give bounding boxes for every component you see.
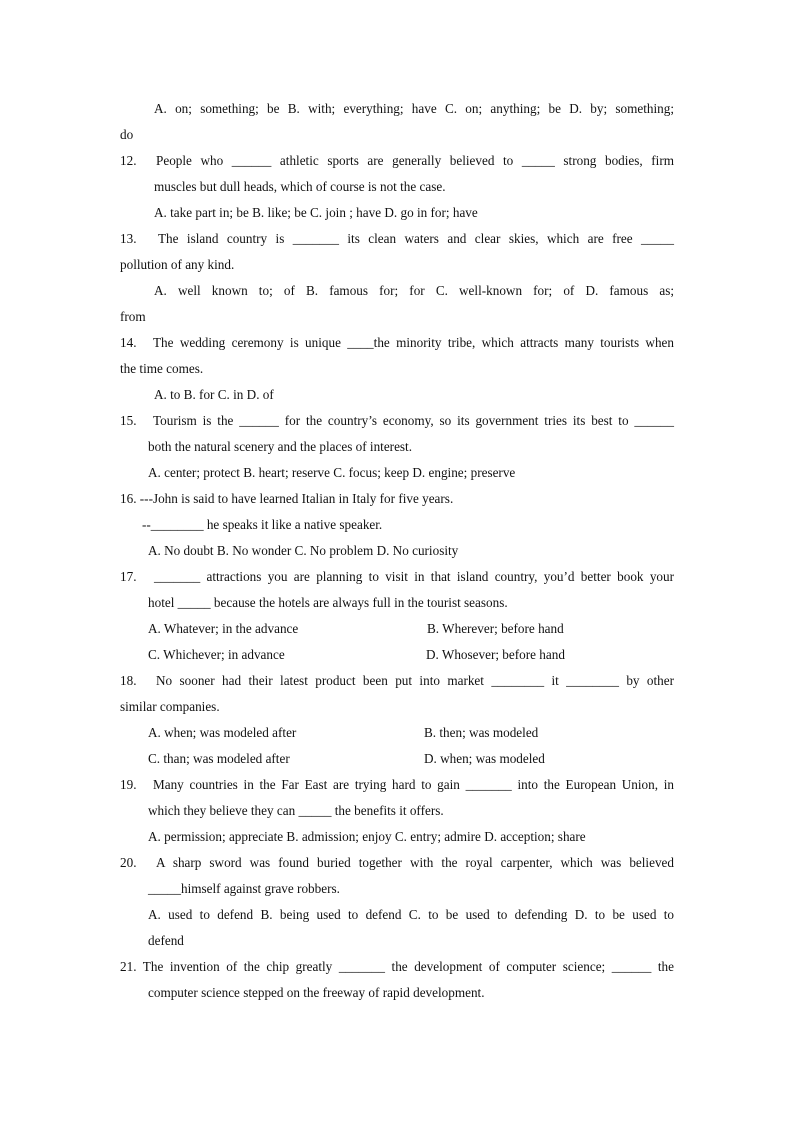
q14-options: A. to B. for C. in D. of <box>154 387 274 402</box>
q18-option-a: A. when; was modeled after <box>148 725 297 740</box>
q20-number: 20. <box>120 855 137 870</box>
q18-option-b: B. then; was modeled <box>424 725 539 740</box>
q17-option-a: A. Whatever; in the advance <box>148 621 299 636</box>
q12-options: A. take part in; be B. like; be C. join ; have D. go in for; have <box>154 205 478 220</box>
q11-options: A. on; something; be B. with; everything; have C. on; anything; be D. by; something; <box>154 101 674 116</box>
q15-options: A. center; protect B. heart; reserve C. focus; keep D. engine; preserve <box>148 465 516 480</box>
q14-stem-line1: The wedding ceremony is unique ____the minority tribe, which attracts many tourists when <box>153 335 674 350</box>
q19-stem-line2: which they believe they can _____ the benefits it offers. <box>148 803 444 818</box>
q13-number: 13. <box>120 231 137 246</box>
q12-stem-line2: muscles but dull heads, which of course is not the case. <box>154 179 446 194</box>
q16-stem-line2: --________ he speaks it like a native speaker. <box>142 517 383 532</box>
q16-options: A. No doubt B. No wonder C. No problem D. No curiosity <box>148 543 459 558</box>
q17-stem-line2: hotel _____ because the hotels are always full in the tourist seasons. <box>148 595 508 610</box>
q13-options-cont: from <box>120 309 146 324</box>
q18-option-d: D. when; was modeled <box>424 751 545 766</box>
q17-number: 17. <box>120 569 137 584</box>
q20-stem-line1: A sharp sword was found buried together with the royal carpenter, which was believed <box>156 855 674 870</box>
q20-stem-line2: _____himself against grave robbers. <box>148 881 340 896</box>
q14-number: 14. <box>120 335 137 350</box>
q13-stem-line1: The island country is _______ its clean waters and clear skies, which are free _____ <box>158 231 674 246</box>
q18-number: 18. <box>120 673 137 688</box>
q19-options: A. permission; appreciate B. admission; enjoy C. entry; admire D. acception; share <box>148 829 586 844</box>
q19-stem-line1: Many countries in the Far East are trying hard to gain _______ into the European Union, in <box>153 777 674 792</box>
q20-options: A. used to defend B. being used to defend C. to be used to defending D. to be used to <box>148 907 674 922</box>
q12-stem-line1: People who ______ athletic sports are generally believed to _____ strong bodies, firm <box>156 153 674 168</box>
q17-stem-line1: _______ attractions you are planning to visit in that island country, you’d better book your <box>154 569 674 584</box>
q15-stem-line1: Tourism is the ______ for the country’s economy, so its government tries its best to ______ <box>153 413 674 428</box>
q14-stem-line2: the time comes. <box>120 361 204 376</box>
q18-stem-line1: No sooner had their latest product been put into market ________ it ________ by other <box>156 673 674 688</box>
q15-number: 15. <box>120 413 137 428</box>
q13-options: A. well known to; of B. famous for; for C. well-known for; of D. famous as; <box>154 283 674 298</box>
q21-stem-line1: 21. The invention of the chip greatly _______ the development of computer science; ______ the <box>120 959 674 974</box>
q21-stem-line2: computer science stepped on the freeway of rapid development. <box>148 985 485 1000</box>
q12-number: 12. <box>120 153 137 168</box>
q13-stem-line2: pollution of any kind. <box>120 257 235 272</box>
q17-option-d: D. Whosever; before hand <box>426 647 565 662</box>
q18-stem-line2: similar companies. <box>120 699 220 714</box>
q17-option-b: B. Wherever; before hand <box>427 621 564 636</box>
q17-option-c: C. Whichever; in advance <box>148 647 285 662</box>
q16-stem-line1: 16. ---John is said to have learned Italian in Italy for five years. <box>120 491 454 506</box>
q18-option-c: C. than; was modeled after <box>148 751 290 766</box>
q19-number: 19. <box>120 777 137 792</box>
q15-stem-line2: both the natural scenery and the places of interest. <box>148 439 413 454</box>
q11-options-cont: do <box>120 127 134 142</box>
q20-options-cont: defend <box>148 933 184 948</box>
